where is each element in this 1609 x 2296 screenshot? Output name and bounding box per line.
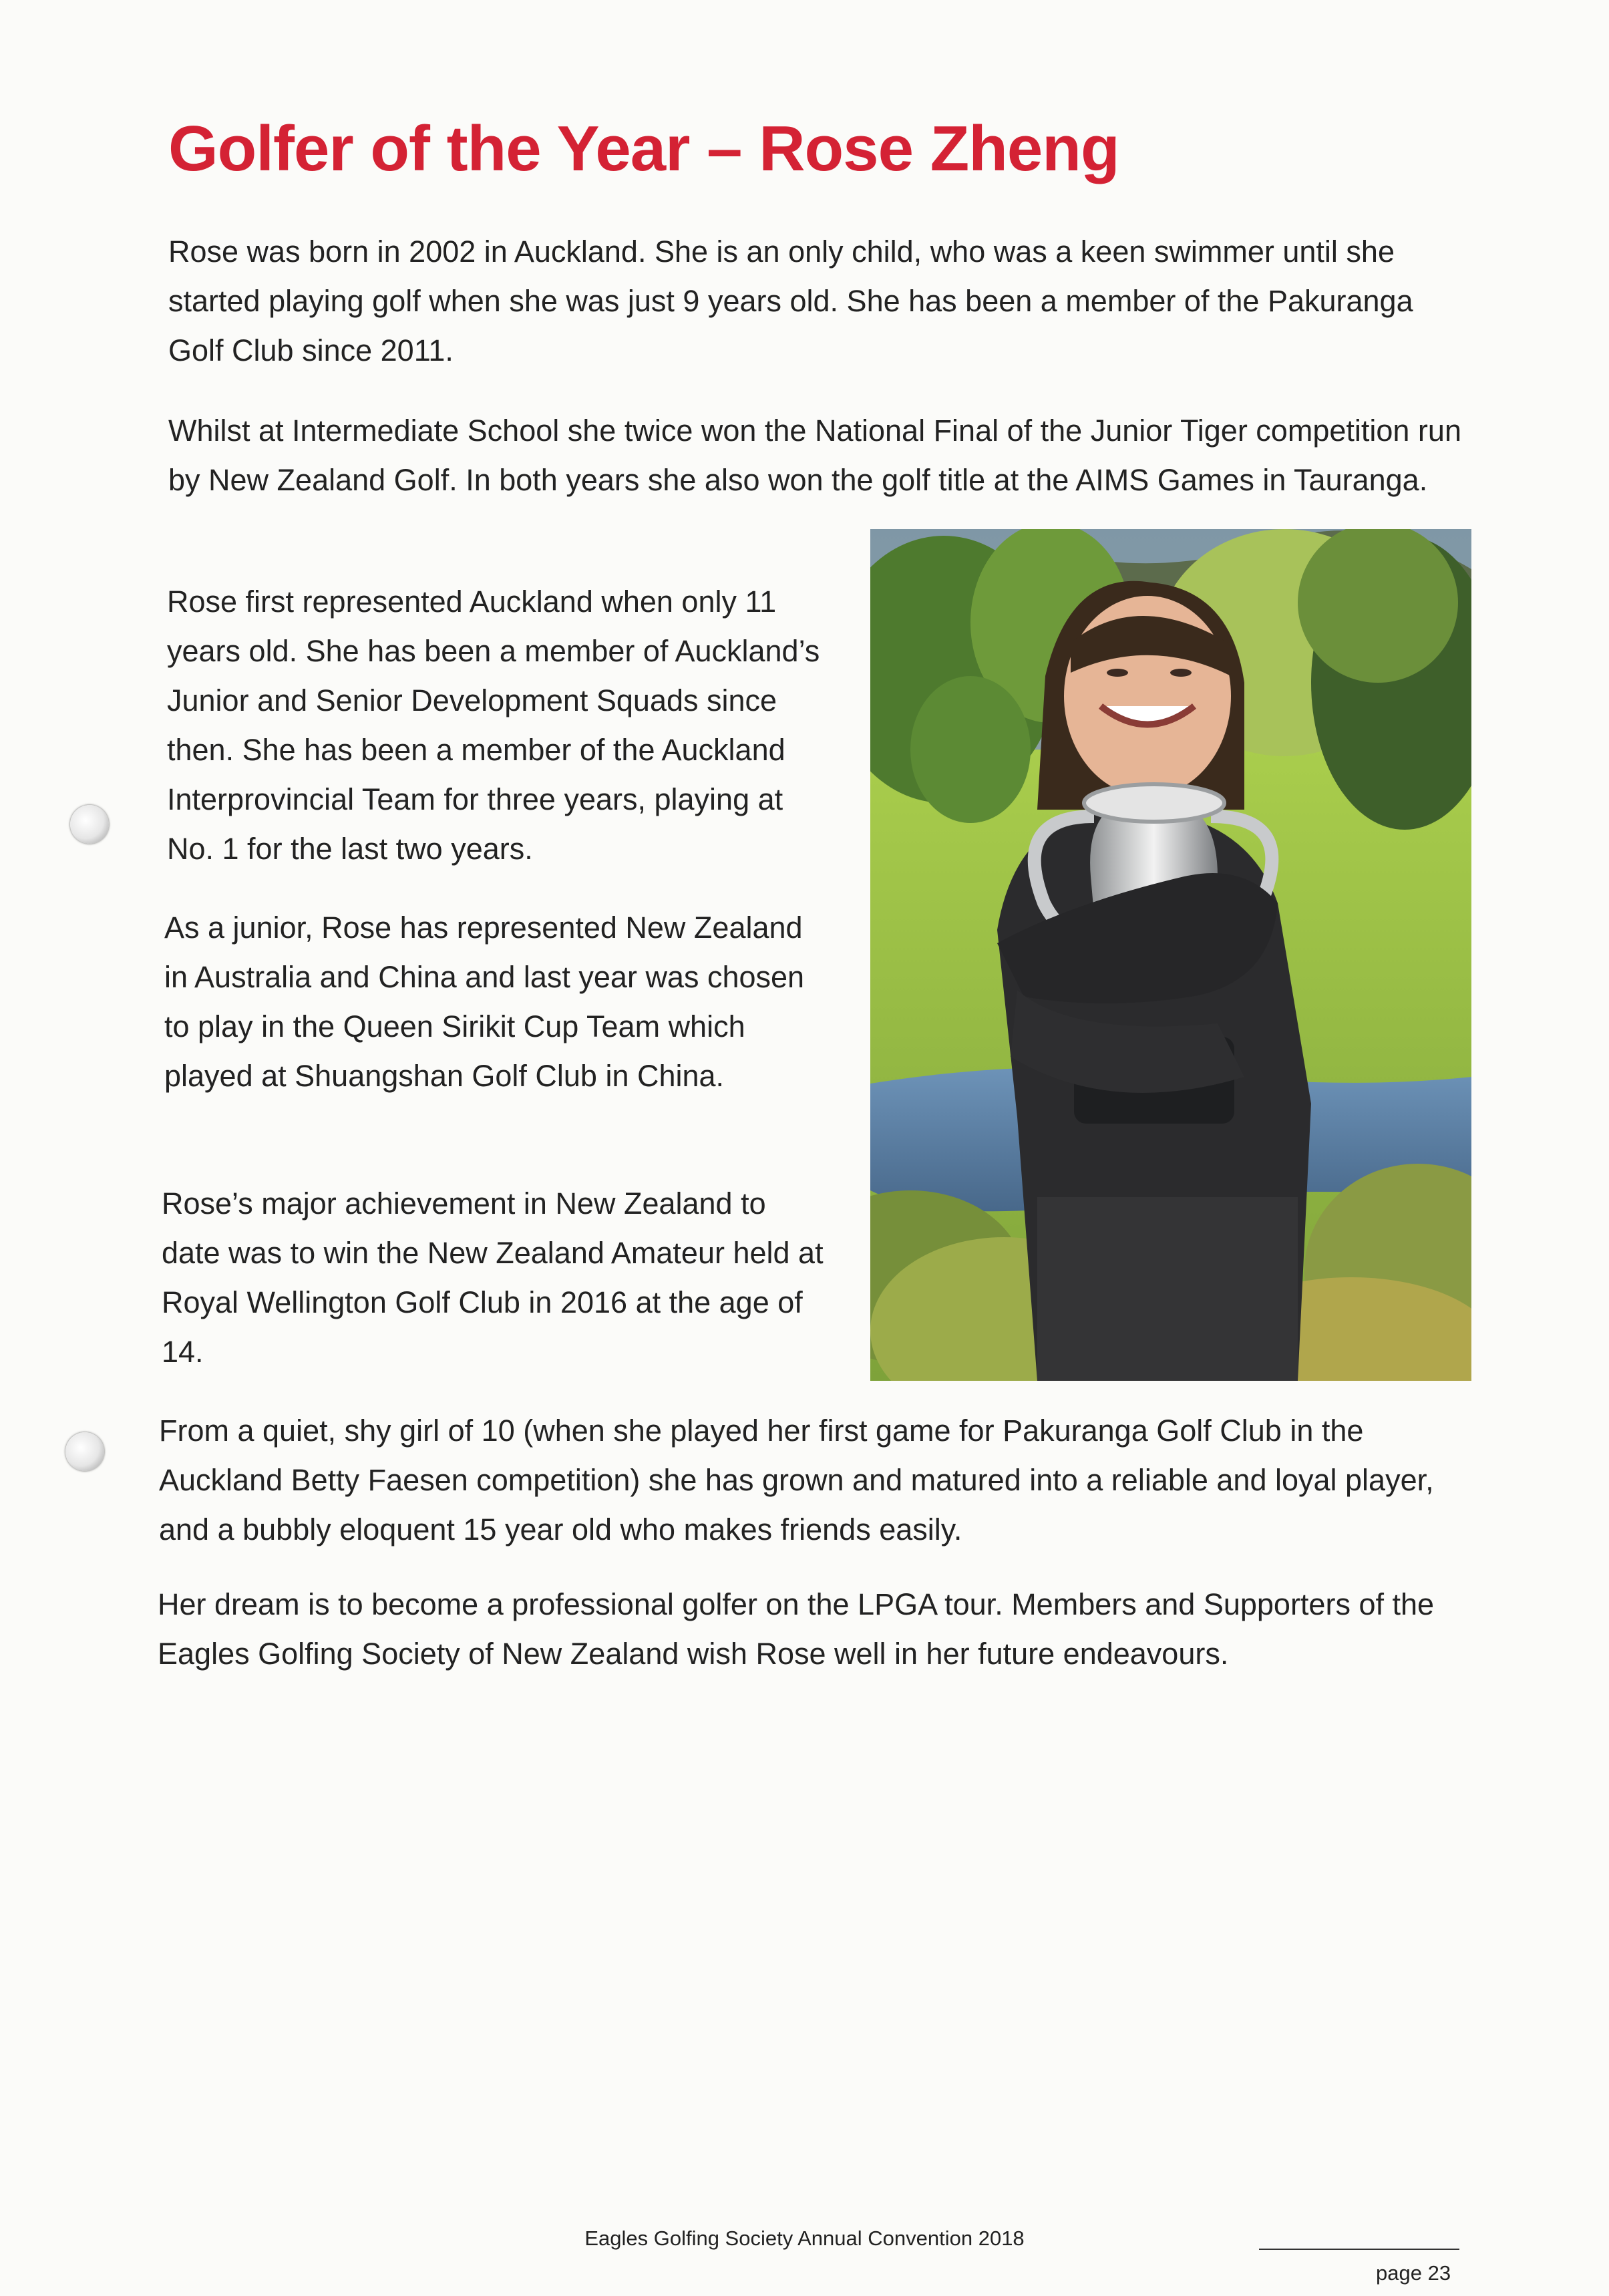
- punch-hole-bottom: [65, 1432, 104, 1471]
- paragraph-intermediate-school: Whilst at Intermediate School she twice won the National Final of the Junior Tiger competition run by New Zealand Golf. In both years she also won the golf title at the AIMS Games in Tauranga.: [168, 414, 1461, 497]
- page-number: page 23: [1376, 2261, 1451, 2285]
- footer-text: Eagles Golfing Society Annual Convention 2018: [584, 2227, 1025, 2250]
- paragraph-auckland-representation: Rose first represented Auckland when only 11 years old. She has been a member of Auckland’s Junior and Senior Development Squads since then. She has been a member of the Auckland Interprovincial Team for three years, playing at No. 1 for the last two years.: [167, 585, 820, 866]
- paragraph-junior-international: As a junior, Rose has represented New Zealand in Australia and China and last year was chosen to play in the Queen Sirikit Cup Team which played at Shuangshan Golf Club in China.: [164, 911, 805, 1093]
- page-title: Golfer of the Year – Rose Zheng: [168, 113, 1119, 184]
- paragraph-personality: From a quiet, shy girl of 10 (when she played her first game for Pakuranga Golf Club in the Auckland Betty Faesen competition) she has grown and matured into a reliable and loyal player, and a bubbly eloquent 15 year old who makes friends easily.: [159, 1414, 1434, 1546]
- paragraph-major-achievement: Rose’s major achievement in New Zealand to date was to win the New Zealand Amateur held at Royal Wellington Golf Club in 2016 at the age of 14.: [162, 1186, 824, 1369]
- paragraph-early-life: Rose was born in 2002 in Auckland. She is an only child, who was a keen swimmer until she started playing golf when she was just 9 years old. She has been a member of the Pakuranga Golf Club since 2011.: [168, 234, 1413, 367]
- punch-hole-top: [70, 805, 109, 844]
- paragraph-future-dream: Her dream is to become a professional golfer on the LPGA tour. Members and Supporters of the Eagles Golfing Society of New Zealand wish Rose well in her future endeavours.: [158, 1587, 1435, 1671]
- footer-divider: [1259, 2249, 1459, 2250]
- golfer-photo: [870, 529, 1471, 1381]
